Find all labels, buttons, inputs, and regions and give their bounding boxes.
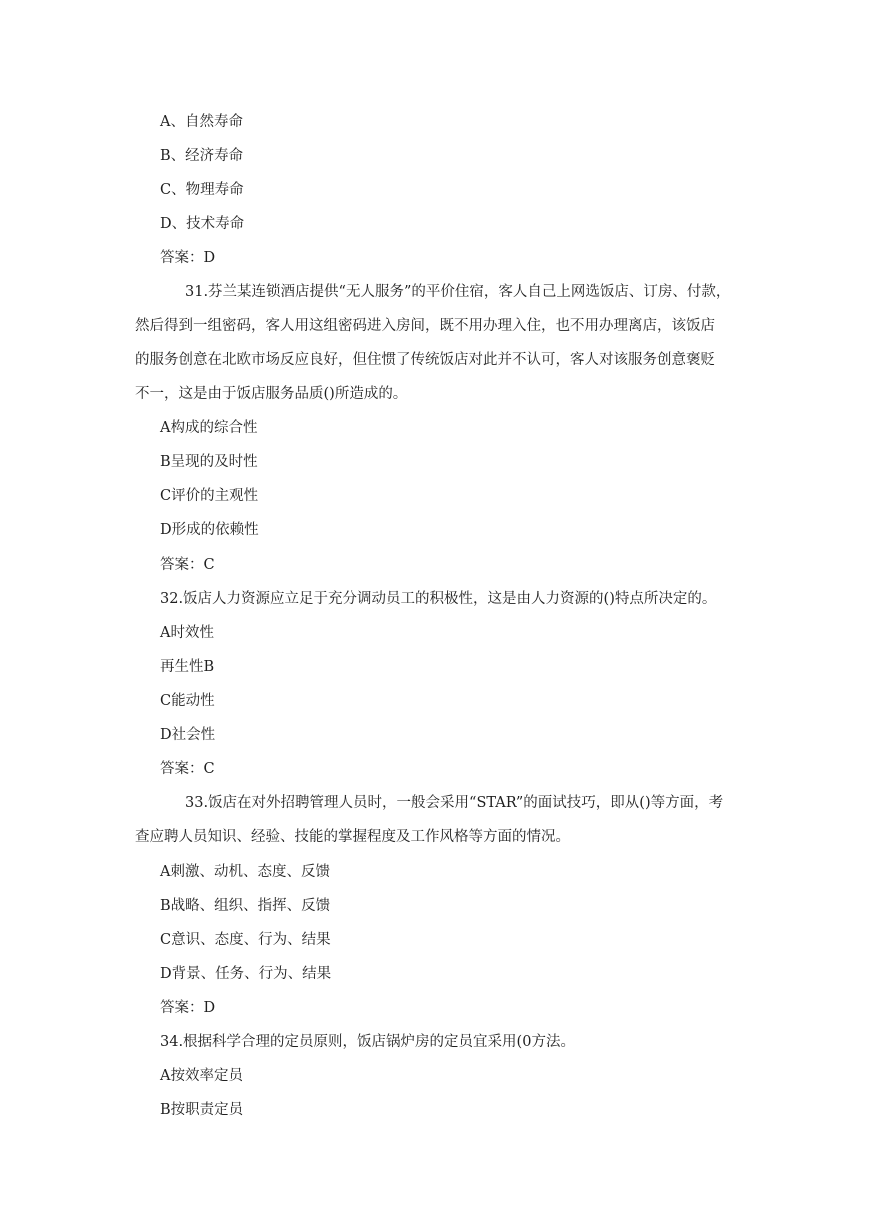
q33-question-line-2: 查应聘人员知识、经验、技能的掌握程度及工作风格等方面的情况。	[135, 829, 570, 845]
q30-option-b: B、经济寿命	[160, 148, 244, 164]
q31-option-c: C评价的主观性	[160, 488, 259, 504]
q32-option-d: D社会性	[160, 727, 216, 743]
q33-question-line-1: 33.饭店在对外招聘管理人员时，一般会采用“STAR”的面试技巧，即从()等方面，考	[185, 795, 724, 811]
q31-question-line-2: 然后得到一组密码，客人用这组密码进入房间，既不用办理入住，也不用办理离店，该饭店	[135, 318, 715, 334]
q32-option-c: C能动性	[160, 693, 215, 709]
q30-option-c: C、物理寿命	[160, 182, 244, 198]
q32-option-b: 再生性B	[160, 659, 215, 675]
q31-option-d: D形成的依赖性	[160, 522, 259, 538]
q32-answer: 答案：C	[160, 761, 215, 777]
q31-option-b: B呈现的及时性	[160, 454, 258, 470]
q31-question-line-4: 不一，这是由于饭店服务品质()所造成的。	[135, 386, 408, 402]
q30-answer: 答案：D	[160, 250, 216, 266]
q32-question: 32.饭店人力资源应立足于充分调动员工的积极性，这是由人力资源的()特点所决定的。	[160, 591, 717, 607]
q30-option-a: A、自然寿命	[160, 114, 243, 130]
q34-option-b: B按职责定员	[160, 1102, 244, 1118]
q33-option-c: C意识、态度、行为、结果	[160, 932, 331, 948]
q31-question-line-3: 的服务创意在北欧市场反应良好，但住惯了传统饭店对此并不认可，客人对该服务创意褒贬	[135, 352, 715, 368]
q34-option-a: A按效率定员	[160, 1068, 243, 1084]
q33-option-d: D背景、任务、行为、结果	[160, 966, 332, 982]
q31-answer: 答案：C	[160, 557, 215, 573]
q31-question-line-1: 31.芬兰某连锁酒店提供“无人服务”的平价住宿，客人自己上网选饭店、订房、付款，	[185, 284, 731, 300]
q34-question: 34.根据科学合理的定员原则，饭店锅炉房的定员宜采用(0方法。	[160, 1034, 575, 1050]
q33-option-b: B战略、组织、指挥、反馈	[160, 898, 331, 914]
q30-option-d: D、技术寿命	[160, 216, 245, 232]
q33-option-a: A刺激、动机、态度、反馈	[160, 864, 330, 880]
q33-answer: 答案：D	[160, 1000, 216, 1016]
q31-option-a: A构成的综合性	[160, 420, 258, 436]
q32-option-a: A时效性	[160, 625, 214, 641]
